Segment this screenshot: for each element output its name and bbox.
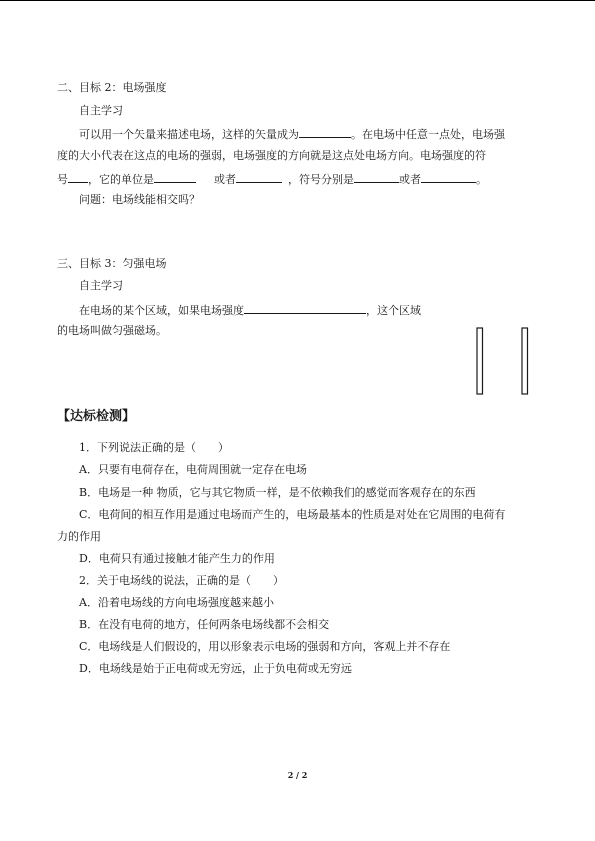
fill-blank[interactable] <box>421 171 476 183</box>
text-span: 在电场的某个区域，如果电场强度 <box>79 304 244 317</box>
fill-blank[interactable] <box>354 171 399 183</box>
section3-paragraph-line1 <box>79 302 421 318</box>
figure-background <box>452 306 542 424</box>
section2-subheading: 自主学习 <box>79 104 123 117</box>
check-heading: 【达标检测】 <box>57 409 136 424</box>
right-plate <box>522 328 528 394</box>
q1-option-c-cont: 力的作用 <box>57 530 101 543</box>
q2-option-b: B．在没有电荷的地方，任何两条电场线都不会相交 <box>79 618 330 631</box>
section2-question: 问题：电场线能相交吗？ <box>79 193 200 206</box>
top-border-line <box>0 0 595 1</box>
left-plate <box>477 328 483 394</box>
text-span: ，它的单位是 <box>88 173 154 186</box>
question-2: 2．关于电场线的说法，正确的是（ ） <box>79 574 284 587</box>
q2-option-d: D．电场线是始于正电荷或无穷远，止于负电荷或无穷远 <box>79 662 352 675</box>
text-span: ，这个区域 <box>366 304 421 317</box>
text-span: 号 <box>57 173 68 186</box>
section2-title: 二、目标 2：电场强度 <box>57 81 167 94</box>
section2-paragraph-line2: 度的大小代表在这点的电场的强弱，电场强度的方向就是这点处电场方向。电场强度的符 <box>57 149 486 162</box>
fill-blank[interactable] <box>154 171 196 183</box>
section2-paragraph-line1 <box>79 126 505 142</box>
section3-title: 三、目标 3：匀强电场 <box>57 257 167 270</box>
parallel-plates-figure <box>452 306 542 424</box>
text-span: 或者 <box>399 173 421 186</box>
q1-option-c: C．电荷间的相互作用是通过电场而产生的，电场最基本的性质是对处在它周围的电荷有 <box>79 508 506 521</box>
q2-option-a: A．沿着电场线的方向电场强度越来越小 <box>79 596 274 609</box>
q1-option-b: B．电场是一种 物质，它与其它物质一样，是不依赖我们的感觉而客观存在的东西 <box>79 486 476 499</box>
text-span: 或者 <box>214 173 236 186</box>
fill-blank[interactable] <box>236 171 282 183</box>
section3-subheading: 自主学习 <box>79 279 123 292</box>
question-1: 1．下列说法正确的是（ ） <box>79 441 229 454</box>
fill-blank[interactable] <box>244 302 366 314</box>
q2-option-c: C．电场线是人们假设的，用以形象表示电场的强弱和方向，客观上并不存在 <box>79 640 451 653</box>
q1-option-d: D．电荷只有通过接触才能产生力的作用 <box>79 552 275 565</box>
fill-blank[interactable] <box>299 126 351 138</box>
section3-paragraph-line2: 的电场叫做匀强磁场。 <box>57 324 167 337</box>
text-span: ，符号分别是 <box>288 173 354 186</box>
text-span: 。在电场中任意一点处，电场强 <box>351 128 505 141</box>
text-span: 。 <box>476 173 487 186</box>
page-number: 2 / 2 <box>287 770 308 780</box>
section2-paragraph-line3 <box>57 171 487 187</box>
fill-blank[interactable] <box>68 171 88 183</box>
text-span: 可以用一个矢量来描述电场，这样的矢量成为 <box>79 128 299 141</box>
q1-option-a: A．只要有电荷存在，电荷周围就一定存在电场 <box>79 463 307 476</box>
